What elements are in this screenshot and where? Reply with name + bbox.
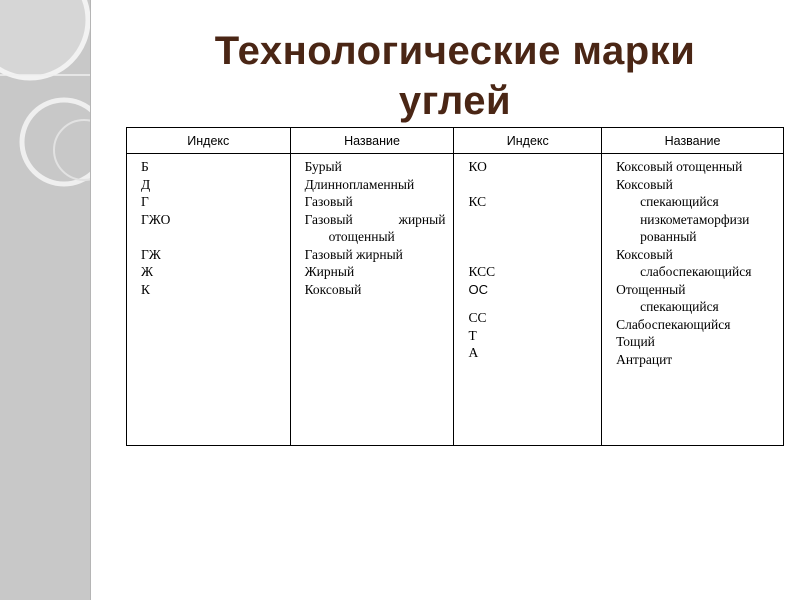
grade-name: Тощий <box>616 334 655 349</box>
grade-index: СС <box>468 310 487 325</box>
title-line-1: Технологические марки <box>214 29 696 73</box>
grade-name: Коксовый <box>304 281 362 297</box>
grade-name: Слабоспекающийся <box>616 316 731 332</box>
grade-index: Б <box>141 159 149 174</box>
header-name-2: Название <box>602 128 784 154</box>
grade-name: Антрацит <box>616 351 673 367</box>
grade-index: ГЖ <box>141 246 161 262</box>
name-cell-1 <box>290 154 454 446</box>
grade-index: КСС <box>468 264 496 279</box>
decorative-circles <box>0 0 90 600</box>
grade-index: КО <box>468 159 487 174</box>
grade-name: Бурый <box>304 159 342 174</box>
grade-name: Коксовый отощенный <box>616 159 743 174</box>
grade-index: Д <box>141 176 151 192</box>
title-line-2: углей <box>398 79 512 123</box>
grade-index: Ж <box>141 264 154 279</box>
grade-name <box>305 211 448 229</box>
grade-name-continuation: слабоспекающийся <box>640 264 752 279</box>
grade-index: Г <box>141 194 149 209</box>
grade-index: ОС <box>468 281 488 297</box>
index-cell-1 <box>127 154 291 446</box>
grade-name: Газовый жирный <box>304 246 403 262</box>
grade-index: К <box>141 281 151 297</box>
grade-name: Отощенный <box>616 281 686 297</box>
table-row <box>127 154 784 446</box>
grade-name: Коксовый <box>616 176 673 192</box>
name-cell-2 <box>602 154 784 446</box>
coal-grades-table <box>126 127 784 446</box>
grade-name: Жирный <box>304 264 355 279</box>
table-header-row <box>127 128 784 154</box>
grade-name-part: Коксовый <box>616 246 673 262</box>
decorative-side-band <box>0 0 91 600</box>
index-cell-2 <box>454 154 602 446</box>
grade-name-part: жирный <box>398 211 446 227</box>
grade-index: Т <box>468 327 477 343</box>
grade-name <box>616 246 777 264</box>
header-index-2: Индекс <box>454 128 602 154</box>
grade-name: Длиннопламенный <box>304 176 415 192</box>
grade-name-part: Газовый <box>304 211 353 227</box>
header-name-1: Название <box>290 128 454 154</box>
grade-name-continuation: спекающийся <box>640 299 719 314</box>
grade-index: А <box>468 345 479 360</box>
slide-title <box>110 26 800 126</box>
grade-name-continuation: рованный <box>640 229 697 244</box>
header-index-1: Индекс <box>127 128 291 154</box>
grade-index: КС <box>468 194 487 209</box>
grade-name-continuation: низкометаморфизи <box>640 211 750 227</box>
grade-name-continuation: отощенный <box>328 229 395 244</box>
grade-index: ГЖО <box>141 211 171 227</box>
grade-name: Газовый <box>304 194 353 209</box>
grade-name-continuation: спекающийся <box>640 194 719 209</box>
